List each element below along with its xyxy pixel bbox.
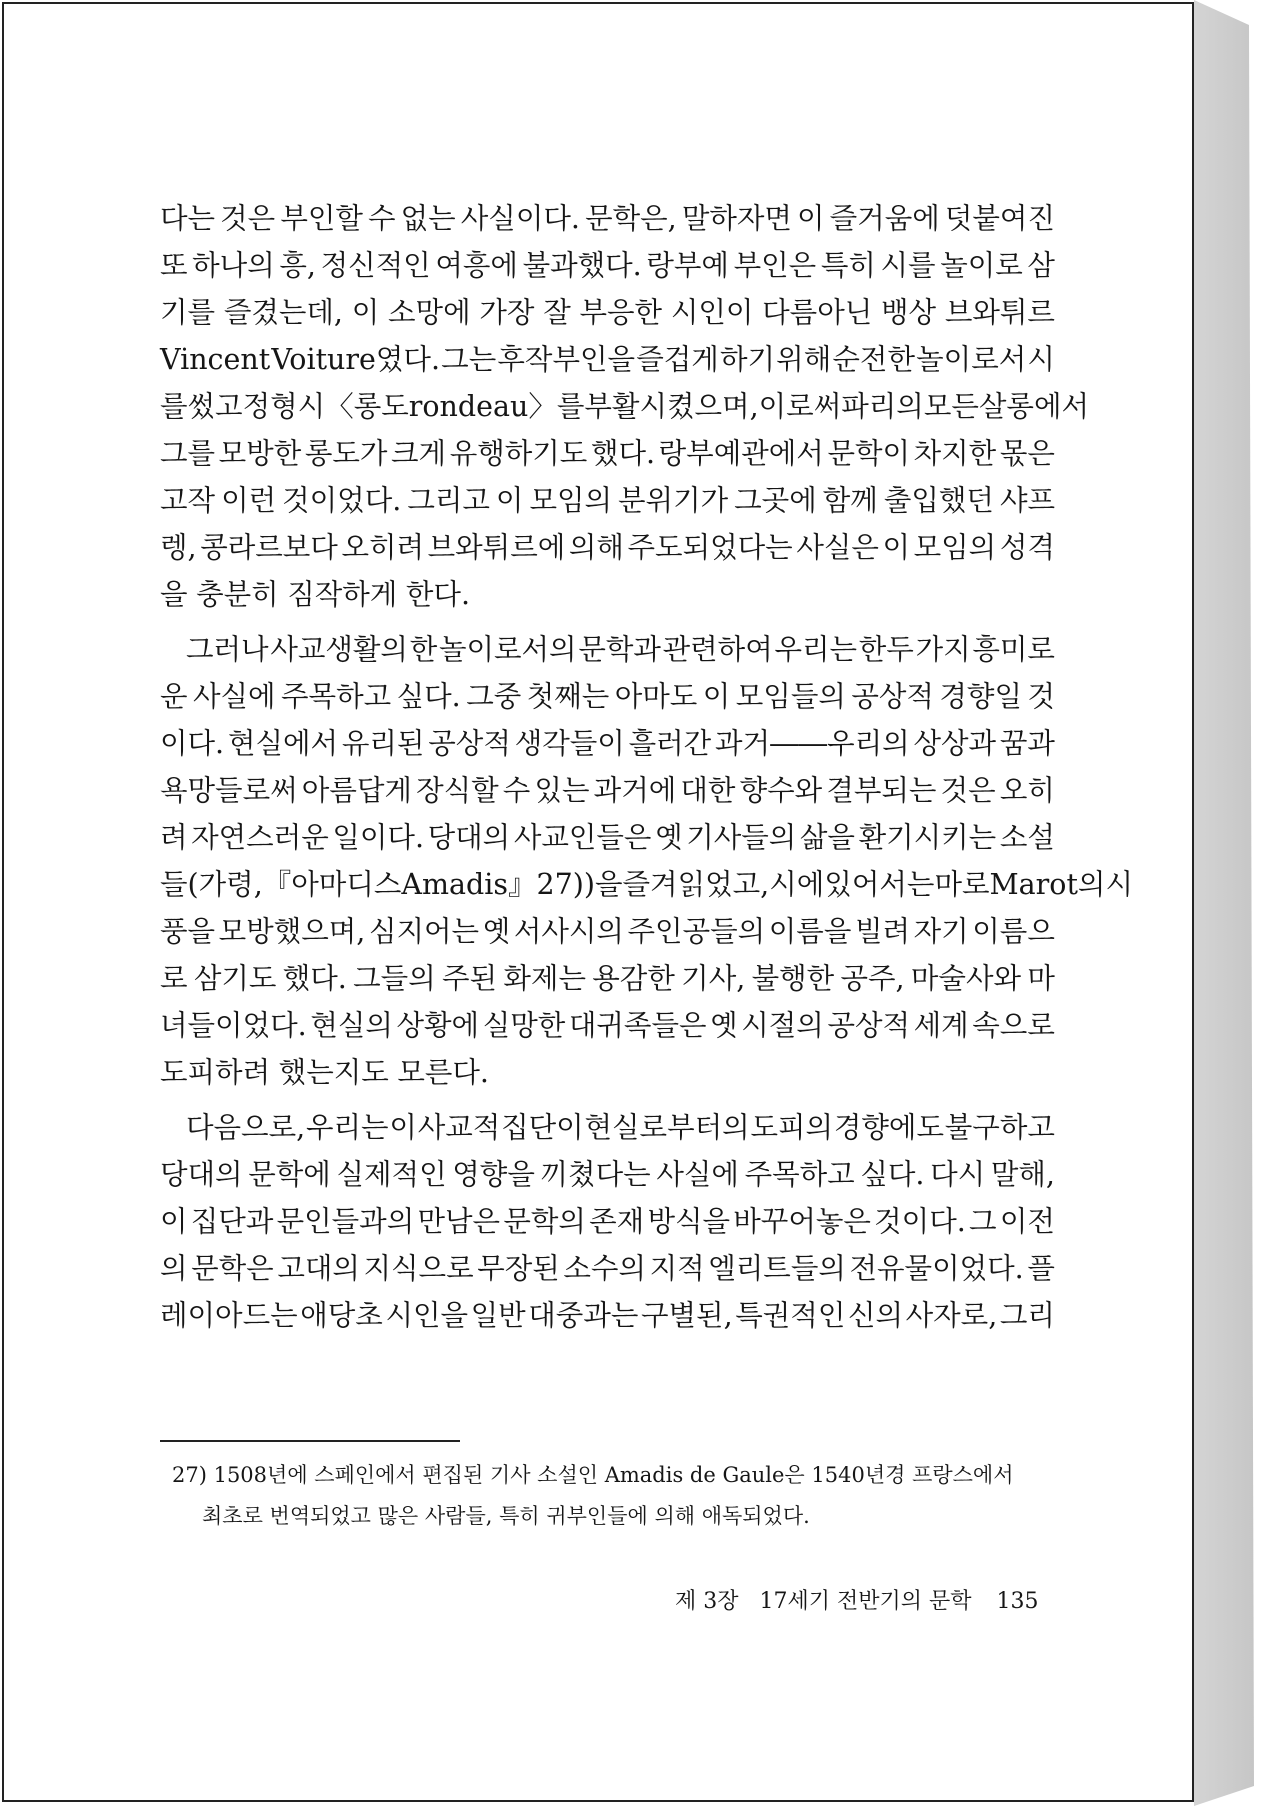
word: 롱도가 xyxy=(304,437,388,470)
word: 시를 xyxy=(880,249,936,282)
word: 기사, xyxy=(681,962,746,995)
book-page-edge xyxy=(1194,0,1283,1806)
word: 수 xyxy=(368,202,396,235)
word: 없는 xyxy=(400,202,456,235)
word: 잘 xyxy=(543,296,571,329)
word: 아마도 xyxy=(614,680,698,713)
text-line xyxy=(160,1151,1055,1198)
word: 특권적인 xyxy=(735,1299,846,1332)
word: 또 xyxy=(160,249,188,282)
word: 주인공들의 xyxy=(627,915,766,948)
word: 짐작하게 xyxy=(287,578,398,611)
body-text xyxy=(160,195,1133,1339)
word: 사실에 xyxy=(656,1158,739,1191)
word: 문인들과의 xyxy=(276,1205,415,1238)
word: 의해 xyxy=(568,531,624,564)
word: 읽었고, xyxy=(677,868,770,901)
text-line xyxy=(160,861,1133,908)
word: 도피의 xyxy=(750,1111,834,1144)
word: 문학과 xyxy=(578,633,661,666)
word: 있어서는 xyxy=(824,868,935,901)
word: 충분히 xyxy=(196,578,279,611)
word: 심지어는 xyxy=(368,915,480,948)
text-line xyxy=(160,1002,1055,1049)
word: 위해 xyxy=(776,343,832,376)
word: 브와튀르 xyxy=(944,296,1055,329)
word: 즐겨 xyxy=(622,868,678,901)
word: 파리의 xyxy=(841,390,924,423)
word: 생각들이 xyxy=(514,727,625,760)
word: 꿈과 xyxy=(999,727,1055,760)
word: 〈롱도rondeau〉를 xyxy=(325,390,585,423)
word: 무장된 xyxy=(477,1252,560,1285)
word: 옛 xyxy=(710,1009,738,1042)
word: 과거에 xyxy=(593,774,677,807)
word: 일이다. xyxy=(332,821,425,854)
word: 시인을 xyxy=(385,1299,469,1332)
word: 사교생활의 xyxy=(270,633,408,666)
word: 흥, xyxy=(279,249,316,282)
word: 현실에서 xyxy=(227,727,339,760)
word: 빌려 xyxy=(854,915,911,948)
word: 그중 xyxy=(466,680,522,713)
word: 시인이 xyxy=(670,296,754,329)
word: 것이다. xyxy=(874,1205,966,1238)
word: 오히려 xyxy=(341,531,425,564)
word: 향수와 xyxy=(739,774,823,807)
word: 사실에 xyxy=(192,680,276,713)
word: 이 xyxy=(882,531,911,564)
word: 플 xyxy=(1027,1252,1055,1285)
word: 삼 xyxy=(1027,249,1055,282)
word: 주된 xyxy=(442,962,498,995)
word: 했다. xyxy=(282,962,347,995)
word: 즐거움에 xyxy=(829,202,940,235)
word: 과거――우리의 xyxy=(715,727,910,760)
word: 싶다. xyxy=(396,680,461,713)
word: 말해, xyxy=(990,1158,1055,1191)
word: 마술사와 xyxy=(910,962,1022,995)
text-line xyxy=(160,571,1055,618)
word: 애당초 xyxy=(300,1299,383,1332)
word: 것이었다. xyxy=(282,484,402,517)
word: 현실의 xyxy=(310,1009,393,1042)
word: 공상적 xyxy=(428,727,511,760)
word: 가지 xyxy=(915,633,971,666)
word: 아름답게 xyxy=(301,774,412,807)
word: 삶을 xyxy=(799,821,855,854)
word: 부인은 xyxy=(733,249,817,282)
text-line xyxy=(160,955,1055,1002)
word: 들(가령, xyxy=(160,868,263,901)
word: 마 xyxy=(1027,962,1055,995)
word: 현실로부터의 xyxy=(584,1111,750,1144)
word: 고작 xyxy=(160,484,216,517)
word: Vincent xyxy=(160,343,271,376)
word: 결부되는 xyxy=(826,774,937,807)
word: 문학이 xyxy=(827,437,911,470)
word: 흘러간 xyxy=(628,727,712,760)
word: 대귀족들은 xyxy=(568,1009,707,1042)
word: 이름으 xyxy=(972,915,1055,948)
word: 끼쳤다는 xyxy=(540,1158,651,1191)
footnote-line-1: 27) 1508년에 스페인에서 편집된 기사 소설인 Amadis de Gaule은 1540년경 프랑스에서 xyxy=(172,1463,1014,1487)
word: 주목하고 xyxy=(281,680,392,713)
word: 집단이 xyxy=(501,1111,584,1144)
word: 세계 xyxy=(913,1009,969,1042)
word: 그러나 xyxy=(186,633,269,666)
word: 도피하려 xyxy=(160,1056,271,1089)
word: 여흥에 xyxy=(435,249,518,282)
text-line xyxy=(160,814,1055,861)
word: 모방했으며, xyxy=(218,915,366,948)
word: 말하자면 xyxy=(681,202,792,235)
word: 모임의 xyxy=(913,531,997,564)
word: 이름을 xyxy=(768,915,852,948)
word: 바꾸어놓은 xyxy=(733,1205,871,1238)
word: 흥미로 xyxy=(972,633,1055,666)
word: 자연스러운 xyxy=(191,821,329,854)
word: 몫은 xyxy=(999,437,1055,470)
word: 려 xyxy=(160,821,188,854)
word: 구별된, xyxy=(641,1299,733,1332)
word: 하기 xyxy=(719,343,776,376)
word: 한다. xyxy=(405,578,471,611)
word: 그들의 xyxy=(353,962,436,995)
word: 상상과 xyxy=(913,727,997,760)
text-line xyxy=(160,720,1055,767)
word: 후작부인을 xyxy=(497,343,636,376)
text-line xyxy=(160,908,1055,955)
text-line xyxy=(160,289,1055,336)
word: 문학은 xyxy=(191,1252,274,1285)
word: 소수의 xyxy=(563,1252,646,1285)
word: 를 xyxy=(160,390,188,423)
word: 소망에 xyxy=(388,296,471,329)
word: 불과했다. xyxy=(522,249,642,282)
word: 기를 xyxy=(160,296,216,329)
text-line xyxy=(160,673,1055,720)
text-line xyxy=(160,1198,1055,1245)
word: 놀이로서의 xyxy=(438,633,577,666)
word: 존재 xyxy=(589,1205,645,1238)
word: 모든 xyxy=(923,390,979,423)
word: 첫째는 xyxy=(526,680,610,713)
word: 특히 xyxy=(820,249,876,282)
text-line xyxy=(160,626,1055,673)
word: 소설 xyxy=(999,821,1055,854)
word: 장식할 xyxy=(416,774,499,807)
footnote-line-2: 최초로 번역되었고 많은 사람들, 특히 귀부인들에 의해 애독되었다. xyxy=(202,1504,810,1528)
word: 엘리트들의 xyxy=(708,1252,846,1285)
word: 지적 xyxy=(649,1252,705,1285)
word: 즐겁게 xyxy=(636,343,719,376)
word: 의 xyxy=(160,1252,188,1285)
word: 덧붙여진 xyxy=(944,202,1055,235)
word: 신의 xyxy=(847,1299,904,1332)
word: 정형시 xyxy=(242,390,326,423)
word: 다는 xyxy=(160,202,216,235)
word: 문학의 xyxy=(503,1205,586,1238)
word: 경향에도 xyxy=(833,1111,944,1144)
word: 그를 xyxy=(160,437,216,470)
chapter-title: 17세기 전반기의 문학 xyxy=(759,1589,972,1614)
word: 공주, xyxy=(840,962,905,995)
word: 이 xyxy=(495,484,524,517)
word: 출입했던 xyxy=(883,484,994,517)
word: 시 xyxy=(1027,343,1055,376)
word: 분위기가 xyxy=(618,484,729,517)
text-line xyxy=(160,1292,1055,1339)
word: 로 xyxy=(160,962,188,995)
word: 그리 xyxy=(999,1299,1055,1332)
running-footer xyxy=(675,1587,1039,1617)
word: 대한 xyxy=(680,774,736,807)
word: 불구하고 xyxy=(944,1111,1055,1144)
word: 브와튀르에 xyxy=(427,531,566,564)
word: 다음으로, xyxy=(186,1111,306,1144)
word: 문학에 xyxy=(248,1158,331,1191)
word: 랑부예관에서 xyxy=(658,437,824,470)
word: 이전 xyxy=(999,1205,1055,1238)
word: 그리고 xyxy=(407,484,490,517)
word: 유리된 xyxy=(341,727,425,760)
word: 사실은 xyxy=(796,531,879,564)
word: 문학은, xyxy=(585,202,677,235)
word: 놀이로서 xyxy=(916,343,1027,376)
word: 모른다. xyxy=(397,1056,489,1089)
word: 시에 xyxy=(769,868,825,901)
word: 시절의 xyxy=(741,1009,824,1042)
word: 당대의 xyxy=(427,821,511,854)
text-line xyxy=(160,336,1055,383)
text-line xyxy=(160,1049,1055,1096)
word: 불행한 xyxy=(751,962,835,995)
word: Voiture였다. xyxy=(271,343,441,376)
word: 살롱에서 xyxy=(978,390,1090,423)
word: 시 xyxy=(1105,868,1133,901)
text-line xyxy=(160,477,1055,524)
word: 당대의 xyxy=(160,1158,243,1191)
word: 유행하기도 xyxy=(449,437,588,470)
word: 사교적 xyxy=(417,1111,501,1144)
word: 그 xyxy=(969,1205,997,1238)
text-line xyxy=(160,1104,1055,1151)
word: 함께 xyxy=(822,484,878,517)
word: 오히 xyxy=(999,774,1055,807)
word: 환기시키는 xyxy=(858,821,997,854)
word: 다름아닌 xyxy=(762,296,873,329)
word: 것은 xyxy=(220,202,276,235)
footnote-divider xyxy=(160,1440,460,1442)
text-line xyxy=(160,383,1090,430)
word: 을 xyxy=(160,578,188,611)
word: 이 xyxy=(702,680,731,713)
word: 자기 xyxy=(913,915,969,948)
word: 한두 xyxy=(858,633,914,666)
word: 우리는 xyxy=(774,633,858,666)
word: 실망한 xyxy=(482,1009,566,1042)
word: 운 xyxy=(160,680,188,713)
chapter-label: 제 3장 xyxy=(675,1589,739,1614)
word: 사자로, xyxy=(905,1299,998,1332)
word: 집단과 xyxy=(190,1205,274,1238)
word: 가장 xyxy=(479,296,535,329)
text-line xyxy=(160,1245,1055,1292)
word: 이런 xyxy=(221,484,277,517)
word: 옛 xyxy=(482,915,511,948)
word: 녀들이었다. xyxy=(160,1009,307,1042)
word: 경향일 xyxy=(939,680,1022,713)
word: 마로Marot의 xyxy=(934,868,1106,901)
word: 차지한 xyxy=(913,437,997,470)
word: 삼기도 xyxy=(193,962,277,995)
word: 공상적 xyxy=(827,1009,911,1042)
text-line xyxy=(160,195,1055,242)
word: 속으로 xyxy=(972,1009,1055,1042)
word: 용감한 xyxy=(592,962,675,995)
word: 풍을 xyxy=(160,915,216,948)
word: 모임의 xyxy=(529,484,613,517)
word: 부활시켰으며, xyxy=(584,390,759,423)
word: 썼고 xyxy=(187,390,243,423)
word: 뱅상 xyxy=(881,296,937,329)
word: 부인할 xyxy=(280,202,363,235)
word: 공상적 xyxy=(851,680,934,713)
word: 순전한 xyxy=(832,343,915,376)
footnote xyxy=(172,1455,1055,1537)
word: 욕망들로써 xyxy=(160,774,298,807)
word: 랑부예 xyxy=(646,249,729,282)
word: 『아마디스Amadis』27))을 xyxy=(262,868,623,901)
word: 모방한 xyxy=(218,437,302,470)
word: 즐겼는데, xyxy=(223,296,343,329)
text-line xyxy=(160,524,1055,571)
word: 한 xyxy=(409,633,438,666)
word: 서사시의 xyxy=(513,915,624,948)
word: 했다. xyxy=(590,437,656,470)
word: 이 xyxy=(351,296,380,329)
word: 레이아드는 xyxy=(160,1299,298,1332)
word: 샤프 xyxy=(999,484,1055,517)
word: 주도되었다는 xyxy=(627,531,793,564)
word: 그곳에 xyxy=(734,484,817,517)
word: 정신적인 xyxy=(320,249,431,282)
word: 이 xyxy=(797,202,825,235)
word: 주목하고 xyxy=(744,1158,855,1191)
word: 놀이로 xyxy=(940,249,1023,282)
word: 이다. xyxy=(160,727,225,760)
word: 이 xyxy=(160,1205,188,1238)
word: 전유물이었다. xyxy=(849,1252,1024,1285)
word: 사교인들은 xyxy=(513,821,652,854)
word: 옛 xyxy=(655,821,683,854)
word: 만남은 xyxy=(417,1205,501,1238)
word: 성격 xyxy=(999,531,1055,564)
word: 부응한 xyxy=(579,296,663,329)
word: 것 xyxy=(1027,680,1055,713)
word: 것은 xyxy=(940,774,996,807)
word: 있는 xyxy=(534,774,590,807)
word: 싶다. xyxy=(860,1158,925,1191)
word: 콩라르보다 xyxy=(200,531,338,564)
word: 방식을 xyxy=(647,1205,731,1238)
word: 기사들의 xyxy=(686,821,797,854)
word: 다시 xyxy=(930,1158,986,1191)
word: 고대의 xyxy=(277,1252,360,1285)
word: 대중과는 xyxy=(528,1299,639,1332)
text-line xyxy=(160,242,1055,289)
word: 이로써 xyxy=(758,390,842,423)
word: 했는지도 xyxy=(278,1056,389,1089)
word: 관련하여 xyxy=(662,633,773,666)
word: 하나의 xyxy=(192,249,275,282)
word: 실제적인 xyxy=(336,1158,447,1191)
word: 영향을 xyxy=(452,1158,535,1191)
word: 일반 xyxy=(470,1299,526,1332)
word: 화제는 xyxy=(503,962,586,995)
word: 사실이다. xyxy=(460,202,580,235)
word: 그는 xyxy=(441,343,497,376)
text-line xyxy=(160,767,1055,814)
word: 우리는 xyxy=(305,1111,389,1144)
word: 모임들의 xyxy=(735,680,846,713)
word: 상황에 xyxy=(396,1009,480,1042)
text-line xyxy=(160,430,1055,477)
page-number: 135 xyxy=(996,1589,1039,1614)
word: 지식으로 xyxy=(363,1252,474,1285)
word: 렝, xyxy=(160,531,197,564)
word: 크게 xyxy=(391,437,447,470)
word: 수 xyxy=(502,774,531,807)
word: 이 xyxy=(389,1111,417,1144)
